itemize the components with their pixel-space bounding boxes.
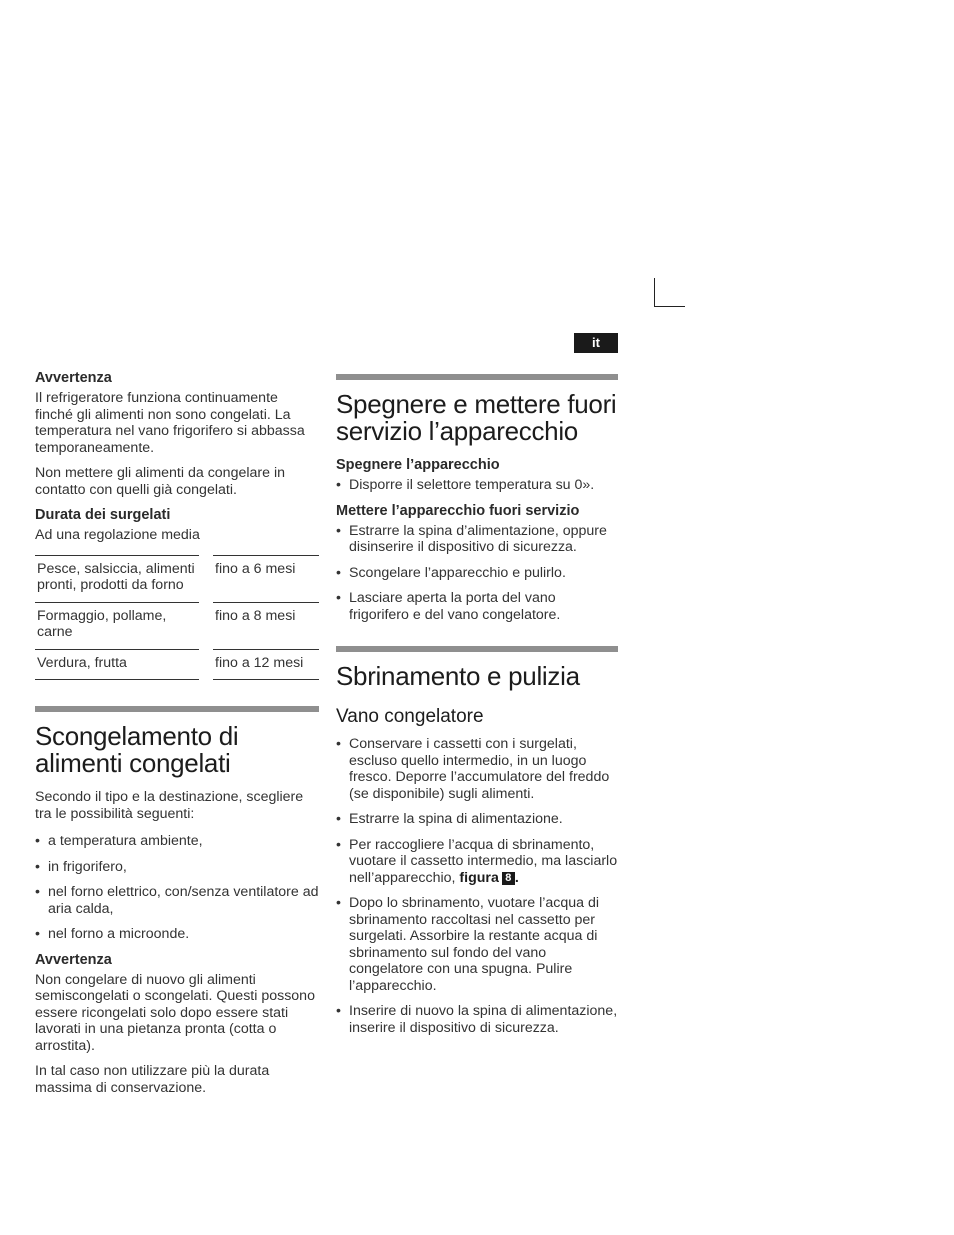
list-item: • Estrarre la spina di alimentazione. xyxy=(336,811,563,827)
note-paragraph: Non mettere gli alimenti da congelare in contatto con quelli già congelati. xyxy=(35,465,285,498)
crop-mark xyxy=(654,278,685,307)
section-rule xyxy=(35,706,319,712)
language-badge: it xyxy=(574,333,618,353)
freezer-subheading: Vano congelatore xyxy=(336,706,484,727)
list-item: • Inserire di nuovo la spina di alimentazione, inserire il dispositivo di sicurezza. xyxy=(336,1003,618,1036)
thawing-list xyxy=(35,833,319,943)
note-paragraph: Il refrigeratore funziona continuamente finché gli alimenti non sono congelati. La temperatura nel vano frigorifero si abbassa temporaneamente. xyxy=(35,390,305,456)
duration-cell: fino a 12 mesi xyxy=(213,649,319,680)
figure-reference: figura xyxy=(459,869,499,886)
list-item: • Dopo lo sbrinamento, vuotare l’acqua di sbrinamento raccoltasi nel cassetto per surgelati. Assorbire la restante acqua di sbrinamento sul fondo del vano congelatore con una spugna. Pulire l’apparecchio. xyxy=(336,895,600,994)
list-item: • Lasciare aperta la porta del vano frigorifero e del vano congelatore. xyxy=(336,590,561,623)
food-cell: Pesce, salsiccia, alimenti pronti, prodotti da forno xyxy=(35,555,199,602)
table-row xyxy=(35,555,319,602)
table-row xyxy=(35,602,319,649)
section-rule xyxy=(336,374,618,380)
list-item: • Scongelare l’apparecchio e pulirlo. xyxy=(336,564,566,581)
list-item: • Per raccogliere l’acqua di sbrinamento, vuotare il cassetto intermedio, ma lasciarlo nell’apparecchio, figura 8 . xyxy=(336,836,618,886)
thawing-intro: Secondo il tipo e la destinazione, scegliere tra le possibilità seguenti: xyxy=(35,789,304,822)
switch-off-subtitle: Spegnere l’apparecchio xyxy=(336,457,500,473)
list-item: • nel forno elettrico, con/senza ventilatore ad aria calda, xyxy=(35,884,319,917)
list-item: • Estrarre la spina d’alimentazione, oppure disinserire il dispositivo di sicurezza. xyxy=(336,522,607,555)
list-item: • Conservare i cassetti con i surgelati, escluso quello intermedio, in un luogo fresco. Deporre l’accumulatore del freddo (se disponibile) sugli alimenti. xyxy=(336,736,610,802)
duration-cell: fino a 8 mesi xyxy=(213,602,319,649)
note-title: Avvertenza xyxy=(35,370,112,386)
left-column xyxy=(35,370,319,1105)
storage-title: Durata dei surgelati xyxy=(35,507,171,523)
food-cell: Formaggio, pollame, carne xyxy=(35,602,199,649)
list-item: • nel forno a microonde. xyxy=(35,926,190,942)
switch-off-list xyxy=(336,477,618,494)
switch-off-heading: Spegnere e mettere fuori servizio l’apparecchio xyxy=(336,389,617,446)
defrost-heading: Sbrinamento e pulizia xyxy=(336,661,580,691)
section-rule xyxy=(336,646,618,652)
duration-cell: fino a 6 mesi xyxy=(213,555,319,602)
list-item: • Disporre il selettore temperatura su 0». xyxy=(336,477,595,493)
storage-subtitle: Ad una regolazione media xyxy=(35,527,200,543)
table-row xyxy=(35,649,319,680)
middle-column xyxy=(336,374,618,1045)
list-item: • a temperatura ambiente, xyxy=(35,833,203,849)
note-paragraph: In tal caso non utilizzare più la durata massima di conservazione. xyxy=(35,1063,270,1096)
defrost-list xyxy=(336,736,618,1036)
storage-table xyxy=(35,555,319,681)
food-cell: Verdura, frutta xyxy=(35,649,199,680)
thawing-heading: Scongelamento di alimenti congelati xyxy=(35,721,239,778)
list-item: • in frigorifero, xyxy=(35,858,127,875)
note-title: Avvertenza xyxy=(35,951,112,968)
decommission-list xyxy=(336,523,618,624)
decommission-subtitle: Mettere l’apparecchio fuori servizio xyxy=(336,502,580,519)
note-paragraph: Non congelare di nuovo gli alimenti semiscongelati o scongelati. Questi possono essere ricongelati solo dopo essere stati lavorati in una pietanza pronta (cotta o arrostita). xyxy=(35,971,315,1054)
figure-number-badge: 8 xyxy=(502,872,515,885)
